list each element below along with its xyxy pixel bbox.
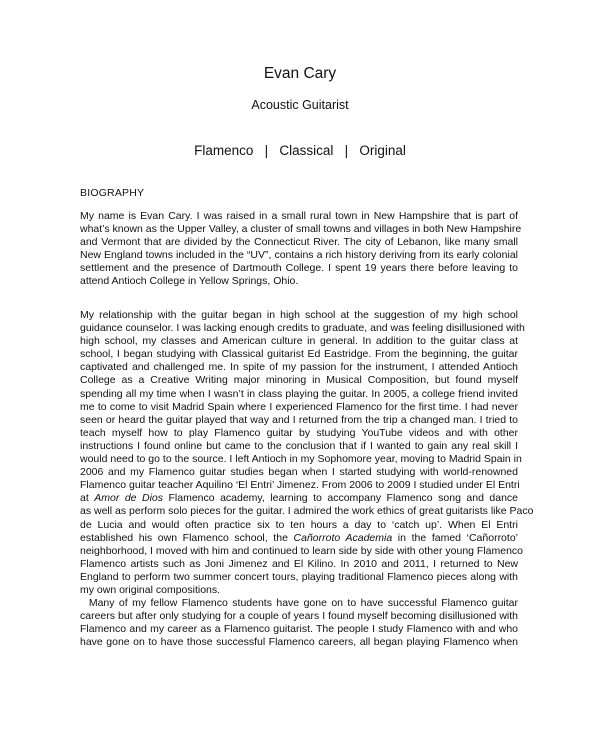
- text-segment: Flamenco academy, learning to accompany Flamenco song and dance: [163, 492, 518, 505]
- text-line: England to perform two summer concert tours, playing traditional Flamenco pieces along with: [80, 570, 518, 583]
- text-line: instructions I found online but came to the conclusion that if I wanted to gain any real skill I: [80, 439, 518, 452]
- text-line: spending all my time when I wasn’t in class playing the guitar. In 2005, a college friend invited: [80, 387, 518, 400]
- text-line: guidance counselor. I was lacking enough credits to graduate, and was feeling disillusioned with: [80, 322, 525, 335]
- text-line: high school, my classes and American culture in general. In addition to the guitar class at: [80, 335, 518, 348]
- text-line: teach myself how to play Flamenco guitar by studying YouTube videos and with other: [80, 426, 518, 439]
- text-line: Flamenco guitar teacher Aquilino ‘El Entri’ Jimenez. From 2006 to 2009 I studied under El Entri: [80, 479, 520, 492]
- artist-name: Evan Cary: [263, 65, 337, 82]
- text-line: have gone on to have those successful Flamenco careers, all began playing Flamenco when: [80, 636, 518, 649]
- text-line: My name is Evan Cary. I was raised in a small rural town in New Hampshire that is part of: [80, 210, 518, 222]
- text-line: what’s known as the Upper Valley, a cluster of small towns and villages in both New Hampshire: [80, 223, 522, 236]
- genre-list: Flamenco | Classical | Original: [194, 143, 406, 158]
- text-line: 2006 and my Flamenco guitar studies began when I started studying with world-renowned: [80, 466, 518, 479]
- text-line: seen or heard the guitar played that way and I returned from the trip a changed man. I tried to: [80, 413, 518, 426]
- text-line: settlement and the presence of Dartmouth College. I spent 19 years there before leaving to: [80, 262, 518, 275]
- text-line: school, I began studying with Classical guitarist Ed Eastridge. From the beginning, the guitar: [80, 348, 518, 361]
- text-line: My relationship with the guitar began in high school at the suggestion of my high school: [80, 309, 518, 321]
- text-line: College as a Creative Writing major minoring in Musical Composition, but found myself: [80, 374, 518, 387]
- text-line: New England towns included in the “UV”, contains a rich history deriving from its early colonial: [80, 249, 518, 262]
- text-line: [80, 492, 518, 505]
- text-line: me to come to visit Madrid Spain where I experienced Flamenco for the first time. I had never: [80, 400, 518, 413]
- biography-paragraph-1: [80, 210, 522, 289]
- text-line: Many of my fellow Flamenco students have gone on to have successful Flamenco guitar: [80, 597, 518, 610]
- text-line: captivated and challenged me. In spite of my passion for the instrument, I attended Antioch: [80, 361, 518, 374]
- text-line: and Vermont that are divided by the Connecticut River. The city of Lebanon, like many small: [80, 236, 518, 249]
- text-segment: in the famed ‘Cañorroto’: [392, 531, 518, 544]
- biography-paragraph-2: [80, 309, 534, 649]
- text-line: careers but after only studying for a couple of years I found myself becoming disillusioned with: [80, 610, 518, 623]
- text-line: would need to go to the source. I left Antioch in my Sophomore year, moving to Madrid Spain in: [80, 453, 522, 466]
- text-line: attend Antioch College in Yellow Springs, Ohio.: [80, 275, 299, 288]
- school-name: Cañorroto Academia: [293, 531, 393, 544]
- academy-name: Amor de Dios: [94, 492, 163, 505]
- text-line: Flamenco and my career as a Flamenco guitarist. The people I study Flamenco with and who: [80, 623, 518, 636]
- text-line: my own original compositions.: [80, 583, 221, 596]
- text-line: neighborhood, I moved with him and continued to learn side by side with other young Flamenco: [80, 544, 524, 557]
- text-line: [80, 532, 518, 545]
- text-segment: established his own Flamenco school, the: [80, 531, 294, 544]
- artist-subtitle: Acoustic Guitarist: [251, 98, 349, 112]
- text-line: as well as perform solo pieces for the guitar. I admired the work ethics of great guitarists like Paco: [80, 505, 534, 518]
- text-line: Flamenco artists such as Joni Jimenez and El Kilino. In 2010 and 2011, I returned to New: [80, 557, 518, 570]
- text-line: de Lucia and would often practice six to ten hours a day to ‘catch up’. When El Entri: [80, 518, 518, 531]
- biography-heading: BIOGRAPHY: [80, 187, 145, 199]
- text-segment: at: [80, 492, 95, 505]
